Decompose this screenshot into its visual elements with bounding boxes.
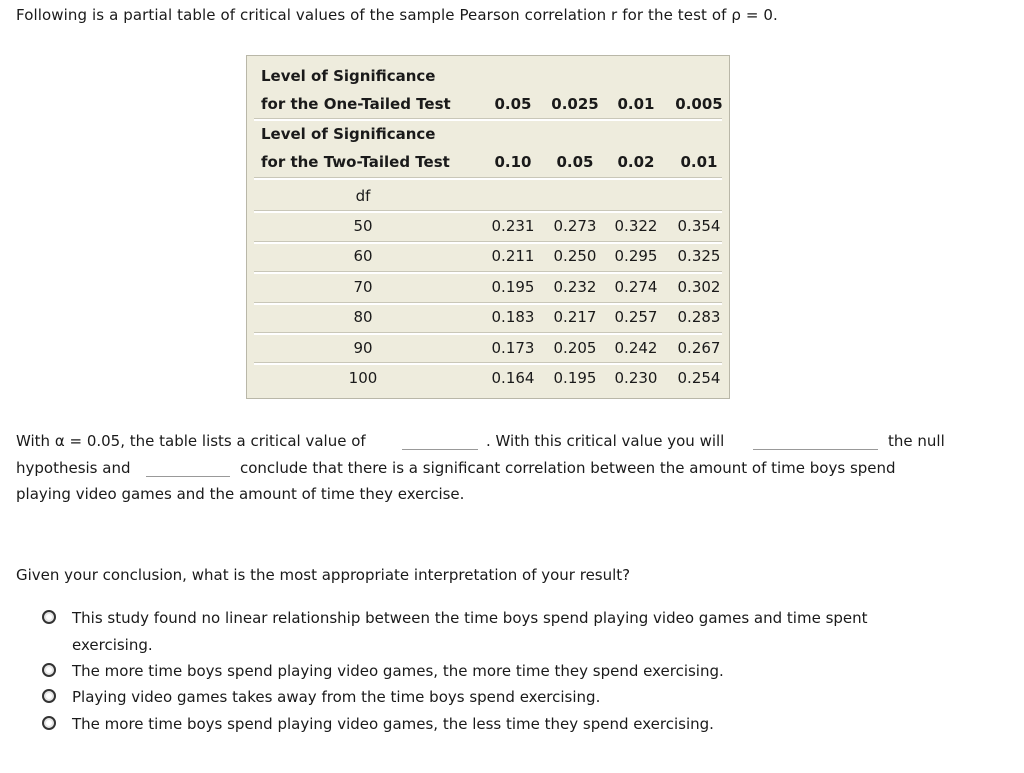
decision-blank[interactable] [753, 449, 878, 450]
critical-value: 0.217 [553, 308, 597, 326]
one-tailed-label-1: Level of Significance [261, 67, 436, 85]
critical-value: 0.250 [553, 247, 597, 265]
one-tailed-value: 0.05 [494, 95, 532, 113]
critical-value: 0.295 [614, 247, 658, 265]
critical-value-blank[interactable] [402, 449, 478, 450]
row-divider [254, 302, 722, 305]
critical-value: 0.302 [677, 278, 721, 296]
conclusion-blank[interactable] [146, 476, 230, 477]
two-tailed-label-2: for the Two-Tailed Test [261, 153, 450, 171]
paragraph-text: conclude that there is a significant correlation between the amount of time boys spend [240, 458, 896, 477]
critical-value: 0.254 [677, 369, 721, 387]
one-tailed-value: 0.01 [617, 95, 655, 113]
critical-value: 0.231 [491, 217, 535, 235]
critical-values-table [246, 55, 730, 399]
critical-value: 0.274 [614, 278, 658, 296]
critical-value: 0.195 [553, 369, 597, 387]
paragraph-text: . With this critical value you will [486, 432, 725, 450]
option-label: The more time boys spend playing video games, the more time they spend exercising. [72, 662, 724, 680]
df-value: 100 [348, 369, 378, 387]
row-divider [254, 271, 722, 274]
intro-text: Following is a partial table of critical values of the sample Pearson correlation r for the test of ρ = 0. [16, 6, 778, 24]
critical-value: 0.232 [553, 278, 597, 296]
radio-button[interactable] [42, 663, 56, 677]
two-tailed-value: 0.05 [556, 153, 594, 171]
radio-button[interactable] [42, 689, 56, 703]
critical-value: 0.273 [553, 217, 597, 235]
paragraph-text: With α = 0.05, the table lists a critical value of [16, 432, 366, 450]
critical-value: 0.257 [614, 308, 658, 326]
critical-value: 0.230 [614, 369, 658, 387]
one-tailed-label-2: for the One-Tailed Test [261, 95, 451, 113]
radio-button[interactable] [42, 716, 56, 730]
option-label: Playing video games takes away from the time boys spend exercising. [72, 688, 601, 706]
row-divider [254, 362, 722, 365]
critical-value: 0.183 [491, 308, 535, 326]
critical-value: 0.322 [614, 217, 658, 235]
row-divider [254, 332, 722, 335]
df-header: df [355, 187, 371, 205]
row-divider [254, 177, 722, 180]
critical-value: 0.164 [491, 369, 535, 387]
df-value: 50 [353, 217, 373, 235]
row-divider [254, 210, 722, 213]
answer-option[interactable] [42, 658, 942, 685]
critical-value: 0.195 [491, 278, 535, 296]
critical-value: 0.205 [553, 339, 597, 357]
radio-button[interactable] [42, 610, 56, 624]
critical-value: 0.173 [491, 339, 535, 357]
critical-value: 0.325 [677, 247, 721, 265]
option-label: This study found no linear relationship between the time boys spend playing video games and time spent exercising. [72, 609, 868, 654]
critical-value: 0.211 [491, 247, 535, 265]
question-paragraph [16, 428, 956, 508]
critical-value: 0.354 [677, 217, 721, 235]
row-divider [254, 118, 722, 121]
paragraph-text: hypothesis and [16, 458, 131, 477]
row-divider [254, 241, 722, 244]
two-tailed-value: 0.01 [680, 153, 718, 171]
df-value: 80 [353, 308, 373, 326]
two-tailed-value: 0.02 [617, 153, 655, 171]
critical-value: 0.283 [677, 308, 721, 326]
one-tailed-value: 0.005 [675, 95, 723, 113]
two-tailed-value: 0.10 [494, 153, 532, 171]
two-tailed-label-1: Level of Significance [261, 125, 436, 143]
critical-value: 0.267 [677, 339, 721, 357]
df-value: 90 [353, 339, 373, 357]
df-value: 70 [353, 278, 373, 296]
answer-option[interactable] [42, 605, 942, 658]
df-value: 60 [353, 247, 373, 265]
interpretation-question: Given your conclusion, what is the most appropriate interpretation of your result? [16, 566, 631, 584]
option-label: The more time boys spend playing video games, the less time they spend exercising. [72, 715, 714, 733]
one-tailed-value: 0.025 [551, 95, 599, 113]
critical-value: 0.242 [614, 339, 658, 357]
paragraph-text: the null [888, 432, 945, 450]
answer-option[interactable] [42, 684, 942, 711]
paragraph-text: playing video games and the amount of time they exercise. [16, 485, 465, 503]
answer-option[interactable] [42, 711, 942, 738]
